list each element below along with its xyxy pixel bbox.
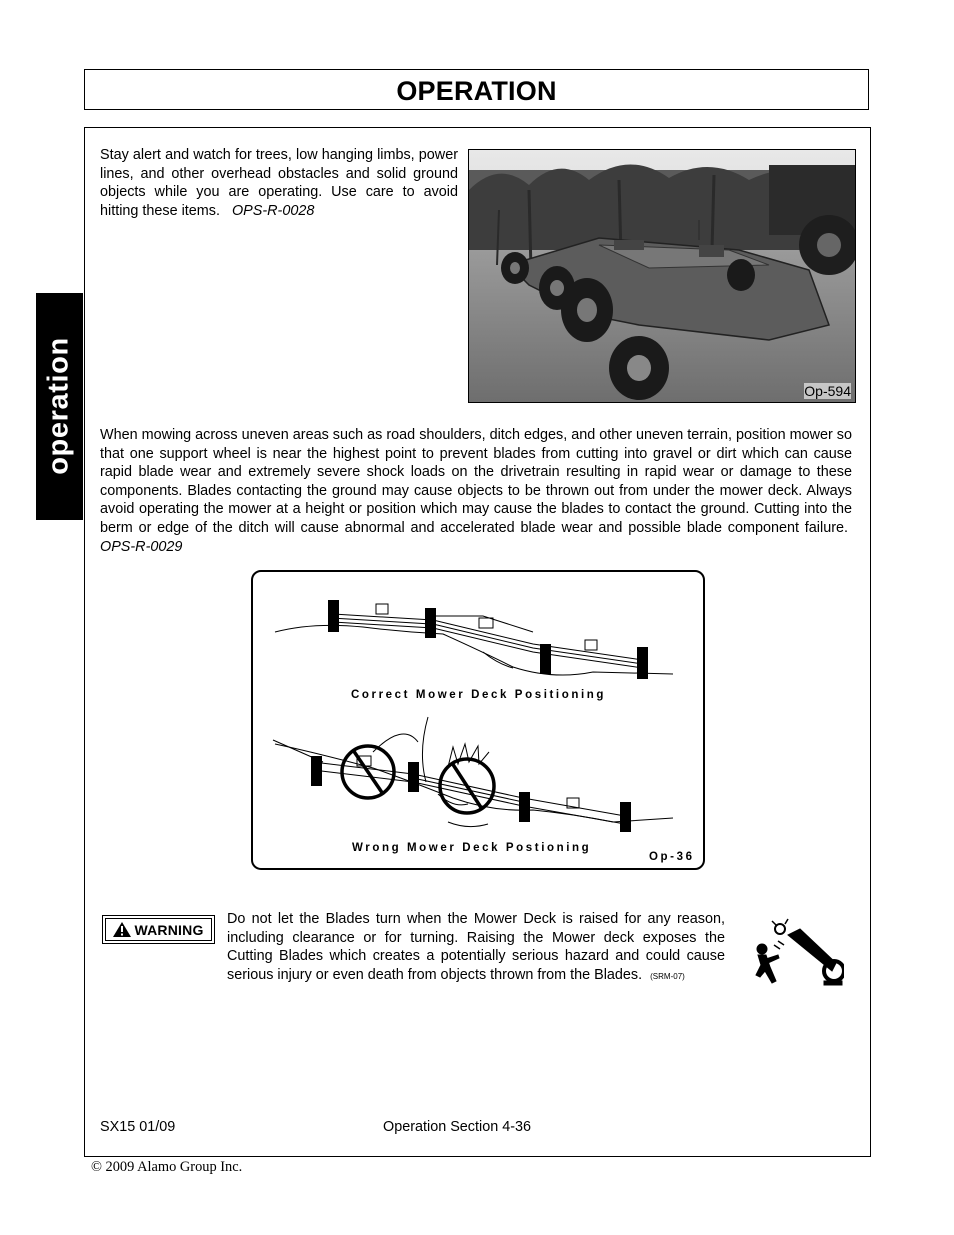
page-title: OPERATION: [396, 76, 557, 106]
warning-label: WARNING: [134, 921, 204, 938]
diagram-label: Op-36: [649, 851, 695, 863]
section-side-tab: [36, 293, 83, 520]
reference-code: OPS-R-0029: [100, 538, 183, 555]
warning-badge: [102, 915, 215, 944]
uneven-terrain-paragraph: [100, 426, 852, 556]
overhead-obstacles-paragraph: [100, 146, 458, 220]
paragraph-text: Do not let the Blades turn when the Mower Deck is raised for any reason, including clearance or for turning. Raising the Mower deck exposes the Cutting Blades which creates a potentially serious hazard and could cause serious injury or even death from objects thrown from the Blades.: [227, 911, 725, 983]
reference-code: (SRM-07): [650, 971, 685, 981]
photo-label: Op-594: [804, 383, 851, 399]
deck-positioning-illustration: [253, 572, 703, 868]
paragraph-text: When mowing across uneven areas such as road shoulders, ditch edges, and other uneven terrain, position mower so that one support wheel is near the highest point to prevent blades from cutting into gravel or dirt which can cause rapid blade wear and extremely severe shock loads on the drivetrain resulting in rapid wear or damage to these components. Blades contacting the ground may cause objects to be thrown out from under the mower deck. Always avoid operating the mower at a height or position which may cause the blades to contact the ground. Cutting into the berm or edge of the ditch will cause abnormal and accelerated blade wear and possible blade component failure.: [100, 427, 852, 536]
page-header: [84, 69, 869, 110]
thrown-objects-hazard-icon: [748, 915, 844, 989]
mower-photo: [468, 149, 856, 403]
paragraph-text: Stay alert and watch for trees, low hanging limbs, power lines, and other overhead obstacles and solid ground objects while you are operating. Use care to avoid hitting these items.: [100, 147, 458, 219]
side-tab-label: operation: [42, 337, 75, 475]
reference-code: OPS-R-0028: [231, 202, 315, 219]
tractor-mower-image: [469, 150, 855, 402]
copyright-notice: © 2009 Alamo Group Inc.: [91, 1159, 243, 1175]
correct-positioning-caption: Correct Mower Deck Positioning: [351, 689, 607, 701]
deck-positioning-diagram: [251, 570, 705, 870]
wrong-positioning-caption: Wrong Mower Deck Postioning: [352, 842, 592, 854]
warning-paragraph: [227, 910, 725, 986]
footer-page-number: Operation Section 4-36: [383, 1119, 531, 1135]
warning-triangle-icon: [113, 922, 131, 937]
footer-model-date: SX15 01/09: [100, 1119, 176, 1135]
